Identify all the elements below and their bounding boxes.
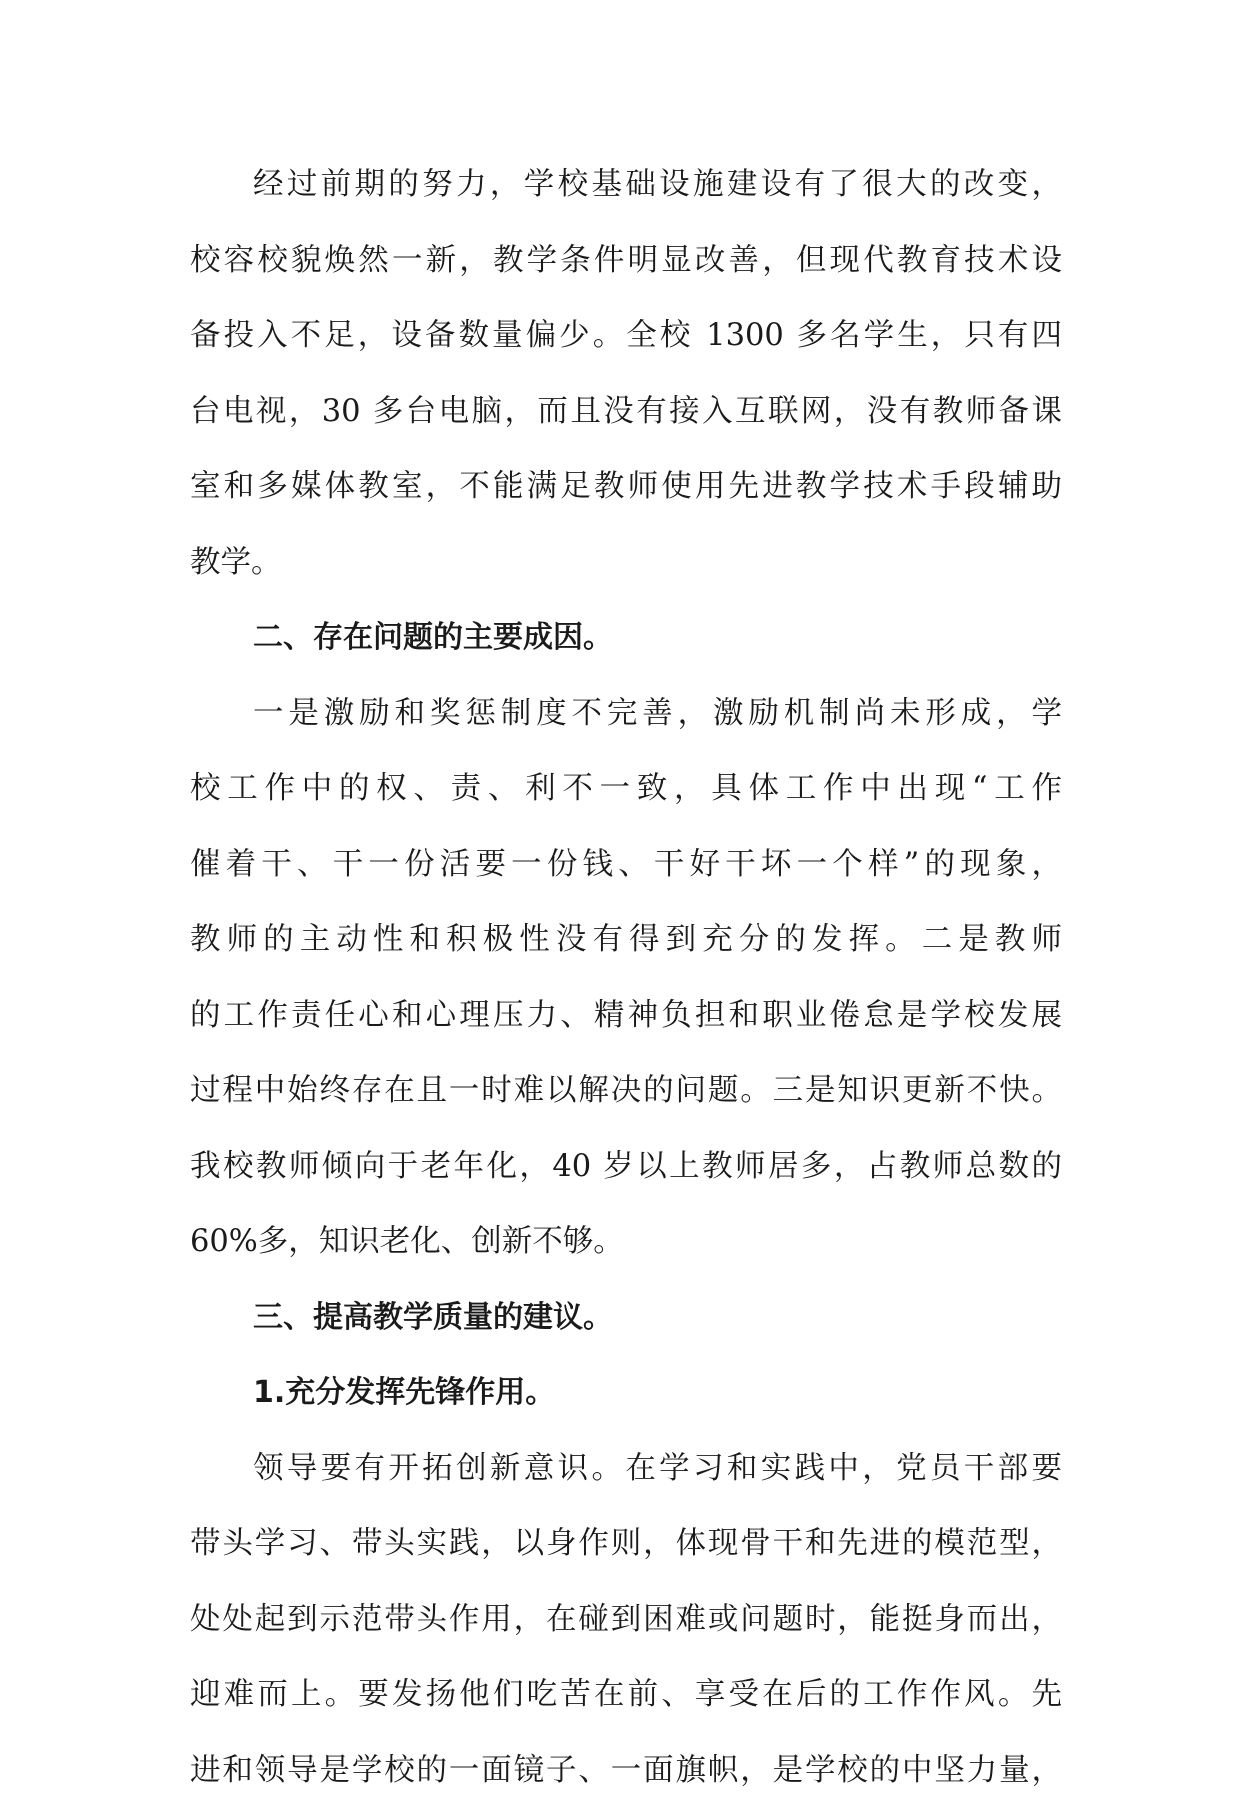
paragraph-line: 校工作中的权、责、利不一致，具体工作中出现“工作 (190, 757, 1062, 833)
paragraph-line: 的工作责任心和心理压力、精神负担和职业倦怠是学校发展 (190, 984, 1062, 1060)
paragraph-line: 过程中始终存在且一时难以解决的问题。三是知识更新不快。 (190, 1059, 1062, 1135)
section-heading-causes: 二、存在问题的主要成因。 (190, 606, 1062, 682)
subsection-heading-pioneer: 1.充分发挥先锋作用。 (190, 1361, 1062, 1437)
paragraph-line: 领导要有开拓创新意识。在学习和实践中，党员干部要 (190, 1437, 1062, 1513)
paragraph-line: 带头学习、带头实践，以身作则，体现骨干和先进的模范型， (190, 1512, 1062, 1588)
paragraph-leadership (190, 1437, 1062, 1814)
paragraph-line: 60%多，知识老化、创新不够。 (190, 1210, 1062, 1286)
paragraph-line: 迎难而上。要发扬他们吃苦在前、享受在后的工作作风。先 (190, 1663, 1062, 1739)
section-heading-suggestions: 三、提高教学质量的建议。 (190, 1286, 1062, 1362)
paragraph-line: 室和多媒体教室，不能满足教师使用先进教学技术手段辅助 (190, 455, 1062, 531)
document-body (190, 153, 1062, 1814)
paragraph-line: 经过前期的努力，学校基础设施建设有了很大的改变， (190, 153, 1062, 229)
paragraph-line: 进和领导是学校的一面镜子、一面旗帜，是学校的中坚力量， (190, 1739, 1062, 1814)
paragraph-line: 一是激励和奖惩制度不完善，激励机制尚未形成，学 (190, 682, 1062, 758)
paragraph-line: 台电视，30 多台电脑，而且没有接入互联网，没有教师备课 (190, 380, 1062, 456)
paragraph-line: 我校教师倾向于老年化，40 岁以上教师居多，占教师总数的 (190, 1135, 1062, 1211)
paragraph-line: 校容校貌焕然一新，教学条件明显改善，但现代教育技术设 (190, 229, 1062, 305)
paragraph-line: 教师的主动性和积极性没有得到充分的发挥。二是教师 (190, 908, 1062, 984)
paragraph-line: 催着干、干一份活要一份钱、干好干坏一个样”的现象， (190, 833, 1062, 909)
paragraph-line: 备投入不足，设备数量偏少。全校 1300 多名学生，只有四 (190, 304, 1062, 380)
paragraph-line: 处处起到示范带头作用，在碰到困难或问题时，能挺身而出， (190, 1588, 1062, 1664)
paragraph-infrastructure (190, 153, 1062, 606)
paragraph-line: 教学。 (190, 531, 1062, 607)
paragraph-causes (190, 682, 1062, 1286)
